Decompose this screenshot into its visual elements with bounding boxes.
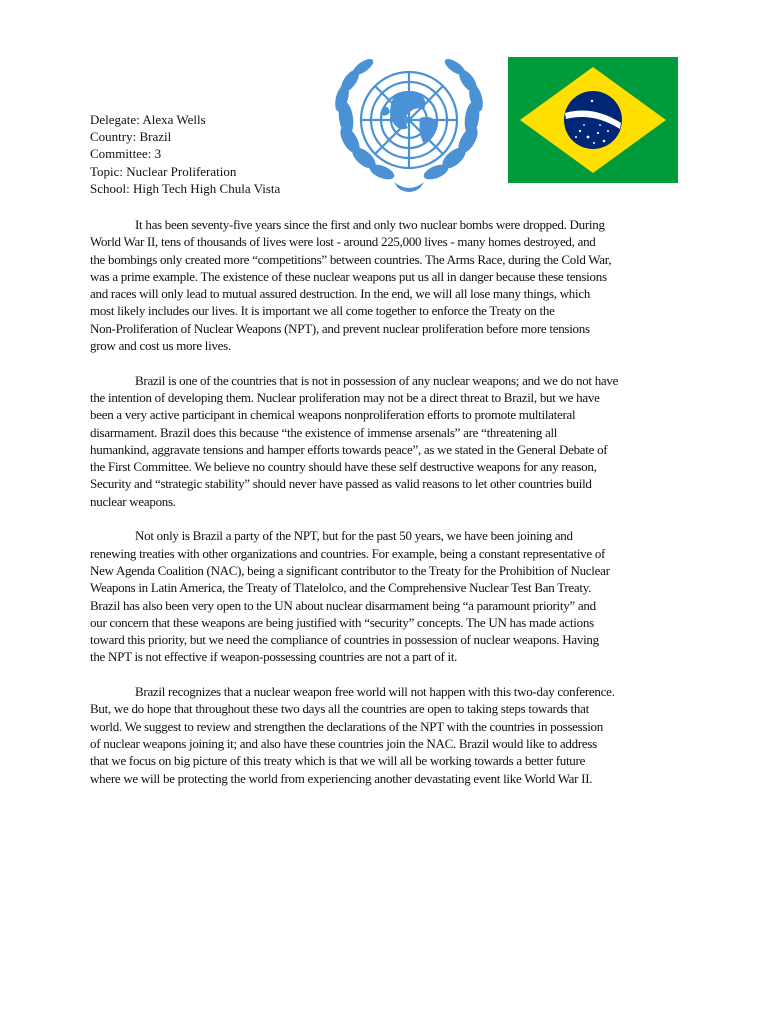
text-line: disarmament. Brazil does this because “the existence of immense arsenals” are “threatening all bbox=[90, 424, 558, 440]
school-line: School: High Tech High Chula Vista bbox=[90, 180, 281, 196]
text-line: the intention of developing them. Nuclear proliferation may not be a direct threat to Brazil, but we have bbox=[90, 389, 600, 405]
text-line: grow and cost us more lives. bbox=[90, 338, 231, 354]
text-line: the bombings only created more “competitions” between countries. The Arms Race, during the Cold War, bbox=[90, 251, 612, 267]
text-line: Brazil is one of the countries that is not in possession of any nuclear weapons; and we do not have bbox=[135, 372, 619, 388]
committee-line: Committee: 3 bbox=[90, 146, 162, 162]
text-line: Security and “strategic stability” should never have passed as valid reasons to let other countries build bbox=[90, 476, 592, 492]
text-line: most likely includes our lives. It is important we all come together to enforce the Treaty on the bbox=[90, 303, 555, 319]
text-line: But, we do hope that throughout these two days all the countries are open to taking steps towards that bbox=[90, 701, 589, 717]
country-line: Country: Brazil bbox=[90, 129, 172, 145]
text-line: and races will only lead to mutual assured destruction. In the end, we will all lose many things, which bbox=[90, 286, 591, 302]
paragraph-4 bbox=[90, 683, 680, 787]
text-line: that we focus on big picture of this treaty which is that we will all be working towards a better future bbox=[90, 753, 586, 769]
text-line: the NPT is not effective if weapon-possessing countries are not a part of it. bbox=[90, 649, 458, 665]
brazil-flag-icon bbox=[508, 57, 678, 183]
delegate-info bbox=[90, 111, 280, 197]
text-line: Brazil recognizes that a nuclear weapon free world will not happen with this two-day conference. bbox=[135, 684, 615, 700]
text-line: where we will be protecting the world from experiencing another devastating event like World War II. bbox=[90, 770, 593, 786]
text-line: world. We suggest to review and strengthen the declarations of the NPT with the countries in possession bbox=[90, 718, 604, 734]
text-line: World War II, tens of thousands of lives were lost - around 225,000 lives - many homes destroyed, and bbox=[90, 234, 596, 250]
text-line: humankind, aggravate tensions and hamper efforts towards peace”, as we stated in the General Debate of bbox=[90, 441, 608, 457]
text-line: been a very active participant in chemical weapons nonproliferation efforts to promote multilateral bbox=[90, 407, 576, 423]
text-line: Not only is Brazil a party of the NPT, but for the past 50 years, we have been joining and bbox=[135, 528, 573, 544]
paragraph-2 bbox=[90, 372, 680, 510]
text-line: It has been seventy-five years since the first and only two nuclear bombs were dropped. During bbox=[135, 217, 605, 232]
text-line: our concern that these weapons are being justified with “security” concepts. The UN has made actions bbox=[90, 614, 594, 630]
text-line: of nuclear weapons joining it; and also have these countries join the NAC. Brazil would like to address bbox=[90, 735, 597, 751]
text-line: renewing treaties with other organizations and countries. For example, being a constant representative of bbox=[90, 545, 606, 561]
topic-line: Topic: Nuclear Proliferation bbox=[90, 163, 237, 179]
text-line: Brazil has also been very open to the UN about nuclear disarmament being “a paramount priority” and bbox=[90, 597, 596, 613]
un-emblem-icon bbox=[324, 48, 494, 196]
text-line: Weapons in Latin America, the Treaty of Tlatelolco, and the Comprehensive Nuclear Test Ban Treaty. bbox=[90, 580, 592, 596]
text-line: New Agenda Coalition (NAC), being a significant contributor to the Treaty for the Prohibition of Nuclear bbox=[90, 562, 610, 578]
text-line: nuclear weapons. bbox=[90, 493, 176, 509]
paragraph-1 bbox=[90, 216, 680, 354]
text-line: the First Committee. We believe no country should have these self destructive weapons for any reason, bbox=[90, 459, 597, 475]
essay-body bbox=[90, 216, 680, 804]
paragraph-3 bbox=[90, 527, 680, 665]
text-line: Non-Proliferation of Nuclear Weapons (NPT), and prevent nuclear proliferation before more tensions bbox=[90, 320, 590, 336]
text-line: was a prime example. The existence of these nuclear weapons put us all in danger because these tensions bbox=[90, 268, 607, 284]
text-line: toward this priority, but we need the compliance of countries in possession of nuclear weapons. Having bbox=[90, 632, 599, 648]
delegate-line: Delegate: Alexa Wells bbox=[90, 112, 206, 127]
